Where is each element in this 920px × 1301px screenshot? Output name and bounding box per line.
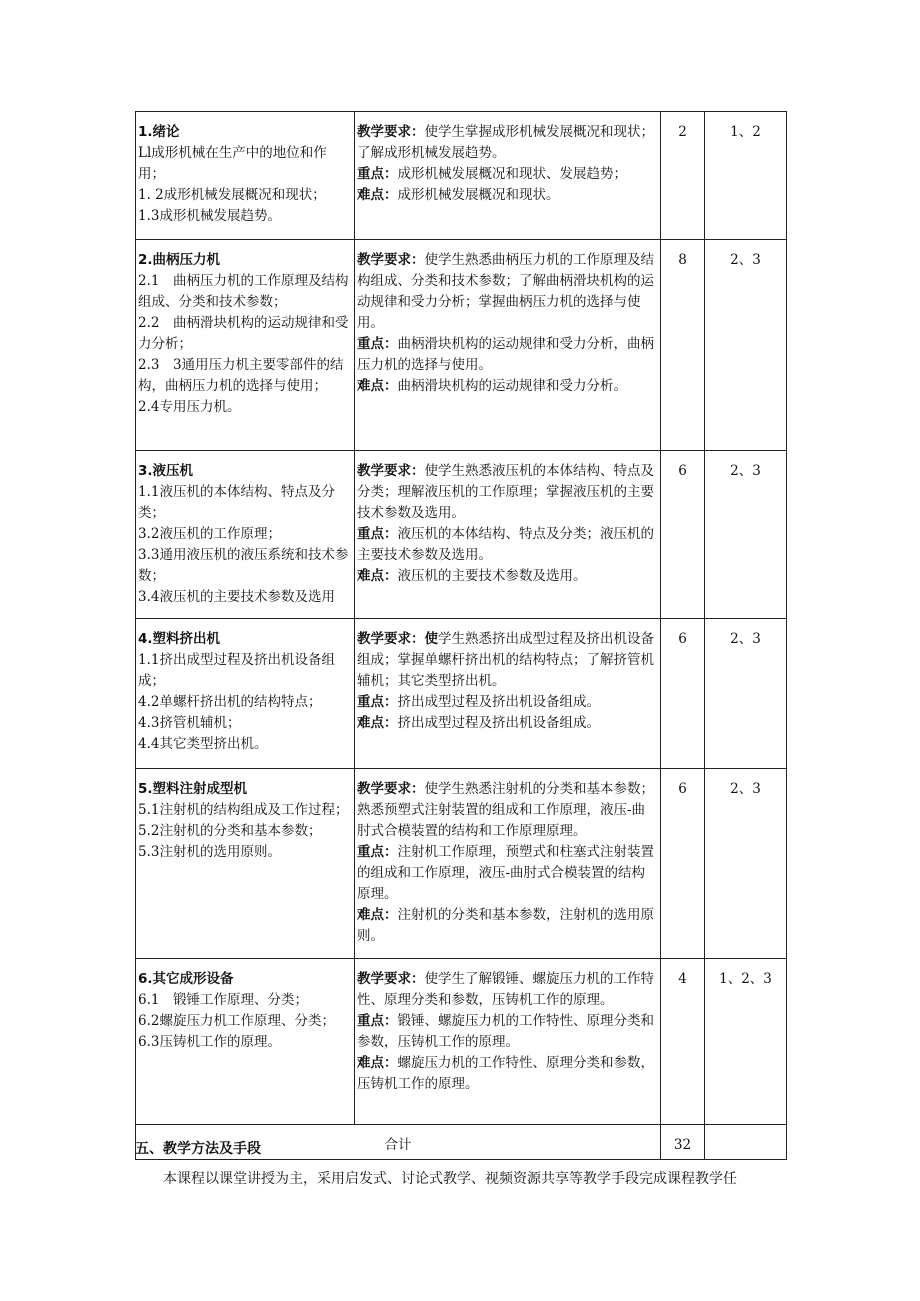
- table-row: [136, 240, 787, 451]
- difficulty-line: [357, 566, 658, 587]
- requirements-cell: [355, 240, 661, 451]
- hours-cell: 6: [661, 619, 705, 769]
- chapter-subitem: 6.2螺旋压力机工作原理、分类；: [138, 1013, 335, 1029]
- difficulty-text: 曲柄滑块机构的运动规律和受力分析。: [397, 378, 627, 394]
- chapter-subitem: 5.3注射机的选用原则。: [138, 844, 281, 860]
- key-point-label: 重点: [357, 1013, 384, 1029]
- chapter-title: 6.其它成形设备: [138, 971, 234, 987]
- colon: ：: [384, 1013, 398, 1029]
- chapter-subitem: 3.2液压机的工作原理；: [138, 526, 281, 542]
- content-cell: [136, 619, 355, 769]
- key-point-label: 重点: [357, 166, 384, 182]
- difficulty-text: 注射机的分类和基本参数，注射机的选用原则。: [357, 907, 654, 944]
- difficulty-label: 难点: [357, 907, 384, 923]
- chapter-subitem: Ll成形机械在生产中的地位和作用；: [138, 145, 327, 182]
- key-point-text: 锻锤、螺旋压力机的工作特性、原理分类和参数，压铸机工作的原理。: [357, 1013, 654, 1050]
- difficulty-text: 挤出成型过程及挤出机设备组成。: [397, 715, 600, 731]
- requirements-cell: [355, 959, 661, 1125]
- key-point-line: [357, 334, 658, 376]
- requirement-text: 学生熟悉挤出成型过程及挤出机设备组成；掌握单螺杆挤出机的结构特点；了解挤管机辅机；其它类型挤出机。: [357, 631, 654, 689]
- key-point-label: 重点: [357, 844, 384, 860]
- requirement-line: [357, 629, 658, 692]
- chapter-subitem: 4.4其它类型挤出机。: [138, 736, 268, 752]
- difficulty-line: [357, 905, 658, 947]
- requirement-text: 使学生了解锻锤、螺旋压力机的工作特性、原理分类和参数，压铸机工作的原理。: [357, 971, 654, 1008]
- chapter-subitem: 6.3压铸机工作的原理。: [138, 1034, 281, 1050]
- content-cell: [136, 959, 355, 1125]
- chapter-subitem: 6.1 锻锤工作原理、分类；: [138, 992, 308, 1008]
- key-point-text: 挤出成型过程及挤出机设备组成。: [397, 694, 600, 710]
- difficulty-line: [357, 713, 658, 734]
- hours-cell: 6: [661, 451, 705, 619]
- hours-cell: 4: [661, 959, 705, 1125]
- chapter-title: 5.塑料注射成型机: [138, 781, 248, 797]
- hours-cell: 8: [661, 240, 705, 451]
- colon: ：: [384, 568, 398, 584]
- chapter-subitem: 2.2 曲柄滑块机构的运动规律和受力分析；: [138, 315, 349, 352]
- syllabus-table: [135, 111, 787, 1160]
- table-row: [136, 112, 787, 240]
- key-point-label: 重点: [357, 526, 384, 542]
- colon: ：: [411, 252, 425, 268]
- requirement-label: 教学要求: [357, 463, 411, 479]
- chapter-subitem: 2.4专用压力机。: [138, 399, 241, 415]
- objectives-cell: 2、3: [705, 240, 787, 451]
- objectives-cell: 1、2、3: [705, 959, 787, 1125]
- colon: ：: [384, 907, 398, 923]
- colon: ：: [384, 694, 398, 710]
- key-point-line: [357, 1011, 658, 1053]
- chapter-subitem: 5.1注射机的结构组成及工作过程；5.2注射机的分类和基本参数；: [138, 802, 349, 839]
- hours-cell: 6: [661, 769, 705, 959]
- requirement-label: 教学要求: [357, 971, 411, 987]
- table-row: [136, 619, 787, 769]
- requirement-text: 使学生掌握成形机械发展概况和现状；了解成形机械发展趋势。: [357, 124, 654, 161]
- total-objectives: [705, 1125, 787, 1160]
- requirements-cell: [355, 112, 661, 240]
- colon: ：: [384, 526, 398, 542]
- requirement-line: [357, 250, 658, 334]
- key-point-text: 成形机械发展概况和现状、发展趋势；: [397, 166, 627, 182]
- chapter-subitem: 1.3成形机械发展趋势。: [138, 208, 281, 224]
- chapter-subitem: 1.1挤出成型过程及挤出机设备组成；: [138, 652, 335, 689]
- key-point-label: 重点: [357, 336, 384, 352]
- requirement-line: [357, 969, 658, 1011]
- chapter-subitem: 3.3通用液压机的液压系统和技术参数；: [138, 547, 349, 584]
- colon: ：: [384, 844, 398, 860]
- requirement-label: 教学要求: [357, 781, 411, 797]
- section-title: 五、教学方法及手段: [135, 1141, 261, 1157]
- chapter-title: 2.曲柄压力机: [138, 252, 221, 268]
- colon: ：: [411, 463, 425, 479]
- requirement-text: 使学生熟悉曲柄压力机的工作原理及结构组成、分类和技术参数；了解曲柄滑块机构的运动规律和受力分析；掌握曲柄压力机的选择与使用。: [357, 252, 654, 331]
- table-row: [136, 959, 787, 1125]
- hours-cell: 2: [661, 112, 705, 240]
- objectives-cell: 2、3: [705, 619, 787, 769]
- syllabus-rows: [136, 112, 787, 1160]
- content-cell: [136, 112, 355, 240]
- key-point-text: 注射机工作原理，预塑式和柱塞式注射装置的组成和工作原理，液压-曲肘式合模装置的结构原理。: [357, 844, 654, 902]
- chapter-subitem: 3.4液压机的主要技术参数及选用: [138, 589, 335, 605]
- colon: ：: [384, 715, 398, 731]
- requirements-cell: [355, 451, 661, 619]
- requirement-line: [357, 122, 658, 164]
- difficulty-text: 成形机械发展概况和现状。: [397, 187, 560, 203]
- key-point-line: [357, 164, 658, 185]
- content-cell: [136, 769, 355, 959]
- content-cell: [136, 451, 355, 619]
- requirement-label: 教学要求: [357, 124, 411, 140]
- difficulty-line: [357, 185, 658, 206]
- requirement-label: 教学要求：使: [357, 631, 438, 647]
- table-row: [136, 769, 787, 959]
- objectives-cell: 2、3: [705, 451, 787, 619]
- key-point-text: 曲柄滑块机构的运动规律和受力分析，曲柄压力机的选择与使用。: [357, 336, 654, 373]
- requirement-label: 教学要求: [357, 252, 411, 268]
- requirement-text: 使学生熟悉液压机的本体结构、特点及分类；理解液压机的工作原理；掌握液压机的主要技术参数及选用。: [357, 463, 654, 521]
- table-row: [136, 451, 787, 619]
- requirement-line: [357, 779, 658, 842]
- total-label: 合计: [136, 1125, 661, 1160]
- difficulty-text: 螺旋压力机的工作特性、原理分类和参数，压铸机工作的原理。: [357, 1055, 654, 1092]
- content-cell: [136, 240, 355, 451]
- colon: ：: [384, 378, 398, 394]
- chapter-subitem: 2.1 曲柄压力机的工作原理及结构组成、分类和技术参数；: [138, 273, 349, 310]
- chapter-title: 1.绪论: [138, 124, 180, 140]
- difficulty-line: [357, 1053, 658, 1095]
- requirements-cell: [355, 769, 661, 959]
- chapter-title: 4.塑料挤出机: [138, 631, 221, 647]
- objectives-cell: 1、2: [705, 112, 787, 240]
- requirement-text: 使学生熟悉注射机的分类和基本参数；熟悉预塑式注射装置的组成和工作原理，液压-曲肘式合模装置的结构和工作原理原理。: [357, 781, 654, 839]
- chapter-subitem: 4.3挤管机辅机；: [138, 715, 241, 731]
- chapter-title: 3.液压机: [138, 463, 194, 479]
- key-point-line: [357, 842, 658, 905]
- colon: ：: [411, 971, 425, 987]
- chapter-subitem: 1. 2成形机械发展概况和现状；: [138, 187, 326, 203]
- difficulty-label: 难点: [357, 187, 384, 203]
- chapter-subitem: 2.3 3通用压力机主要零部件的结构，曲柄压力机的选择与使用；: [138, 357, 344, 394]
- key-point-label: 重点: [357, 694, 384, 710]
- difficulty-label: 难点: [357, 378, 384, 394]
- chapter-subitem: 4.2单螺杆挤出机的结构特点；: [138, 694, 322, 710]
- colon: ：: [384, 187, 398, 203]
- difficulty-label: 难点: [357, 715, 384, 731]
- requirements-cell: [355, 619, 661, 769]
- chapter-subitem: 1.1液压机的本体结构、特点及分类；: [138, 484, 335, 521]
- section-paragraph: 本课程以课堂讲授为主，采用启发式、讨论式教学、视频资源共享等教学手段完成课程教学任: [163, 1171, 737, 1187]
- key-point-line: [357, 524, 658, 566]
- key-point-line: [357, 692, 658, 713]
- colon: ：: [411, 781, 425, 797]
- difficulty-text: 液压机的主要技术参数及选用。: [397, 568, 587, 584]
- colon: ：: [384, 336, 398, 352]
- objectives-cell: 2、3: [705, 769, 787, 959]
- total-hours: 32: [661, 1125, 705, 1160]
- colon: ：: [384, 1055, 398, 1071]
- requirement-line: [357, 461, 658, 524]
- colon: ：: [411, 124, 425, 140]
- key-point-text: 液压机的本体结构、特点及分类；液压机的主要技术参数及选用。: [357, 526, 654, 563]
- difficulty-label: 难点: [357, 1055, 384, 1071]
- difficulty-label: 难点: [357, 568, 384, 584]
- colon: ：: [384, 166, 398, 182]
- difficulty-line: [357, 376, 658, 397]
